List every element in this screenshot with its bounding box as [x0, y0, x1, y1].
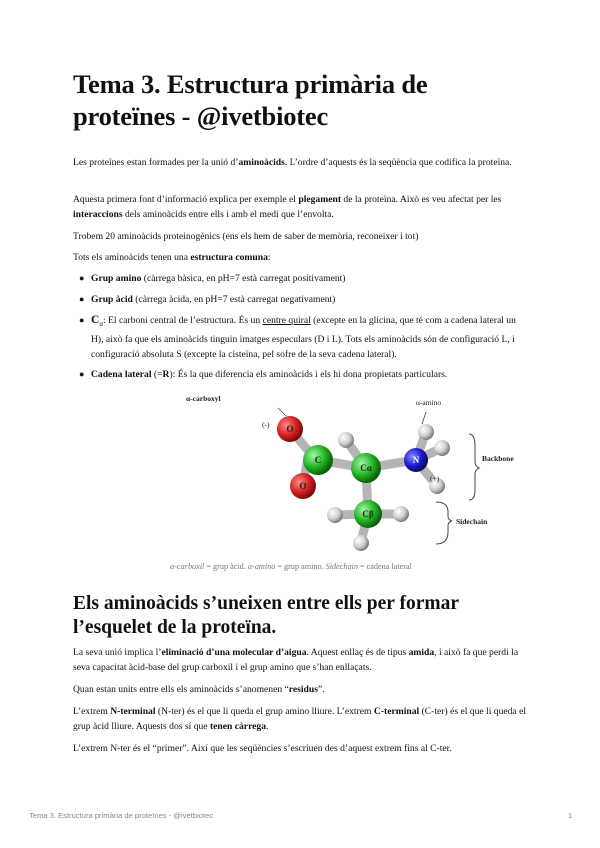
hydrogen-atom	[353, 535, 369, 551]
text: .	[266, 721, 269, 732]
atom-label: C	[314, 455, 322, 465]
caption-term: Sidechain	[325, 562, 358, 571]
calpha-subscript: α	[99, 319, 103, 328]
plus-charge-label: (+)	[430, 474, 440, 483]
intro-paragraph-1	[73, 155, 529, 170]
amino-acid-figure	[186, 394, 514, 559]
text: La seva unió implica l’	[73, 647, 162, 658]
text: (=	[151, 369, 163, 380]
chiral-center-link[interactable]: centre quiral	[262, 315, 311, 326]
text: Aquesta primera font d’informació explica per exemple el	[73, 194, 299, 205]
amino-acid-model	[186, 394, 506, 559]
page-number: 1	[568, 811, 573, 820]
section-paragraph-3	[73, 704, 529, 734]
text: (càrrega àcida, en pH=7 està carregat negativament)	[132, 294, 336, 305]
alpha-carboxyl-label: α-carboxyl	[186, 394, 221, 403]
bold-text: Cadena lateral	[91, 369, 152, 380]
footer-title: Tema 3. Estructura primària de proteïnes - @ivetbiotec	[29, 811, 214, 820]
list-item-amino	[73, 271, 529, 286]
alpha-amino-label: α-amino	[416, 398, 442, 407]
text: . L’ordre d’aquests és la seqüència que codifica la proteïna.	[284, 157, 512, 168]
text: . Aquest enllaç és de tipus	[306, 647, 409, 658]
section-paragraph-2	[73, 682, 529, 697]
atom-label: Cα	[360, 463, 372, 473]
bold-text: Grup amino	[91, 273, 142, 284]
section-paragraph-4: L’extrem N-ter és el “primer”. Així que les seqüències s’escriuen des d’aquest extrem fins al C-ter.	[73, 743, 452, 754]
bold-text: C-terminal	[373, 706, 420, 717]
list-item-calpha	[73, 313, 529, 362]
sidechain-label: Sidechain	[456, 517, 488, 526]
bullet-icon: ●	[79, 369, 85, 379]
text: , i això fa que perdi la seva capacitat àcid-base del grup carboxil i el grup amino que s’han enllaçats.	[73, 647, 519, 673]
hydrogen-atom	[434, 440, 450, 456]
caption-term: α-amino	[247, 562, 276, 571]
text: Tots els aminoàcids tenen una	[73, 252, 191, 263]
backbone-label: Backbone	[482, 454, 514, 463]
leader-line	[422, 412, 426, 424]
bold-text: residus	[288, 684, 318, 695]
backbone-bracket	[469, 434, 479, 500]
bold-text: plegament	[298, 194, 342, 205]
text: = grup àcid.	[204, 562, 248, 571]
text: de la proteïna. Això es veu afectat per les	[341, 194, 502, 205]
bullet-icon: ●	[79, 315, 85, 325]
bold-text: N-terminal	[110, 706, 156, 717]
atom-label: O	[286, 424, 294, 434]
text: (càrrega bàsica, en pH=7 està carregat positivament)	[141, 273, 346, 284]
text: ): És la que diferencia els aminoàcids i els hi dona propietats particulars.	[169, 369, 448, 380]
minus-charge-label: (-)	[262, 420, 270, 429]
text: = grup amino.	[275, 562, 326, 571]
text: (C-ter) és el que li queda el grup àcid lliure. Aquests dos sí que	[73, 706, 527, 732]
text: L’extrem	[73, 706, 111, 717]
list-item-sidechain	[73, 367, 529, 382]
bold-text: interaccions	[73, 209, 123, 220]
page-title: Tema 3. Estructura primària de proteïnes - @ivetbiotec	[73, 69, 428, 131]
intro-paragraph-3: Trobem 20 aminoàcids proteinogènics (ens els hem de saber de memòria, reconeixer i tot)	[73, 231, 419, 242]
text: : El carboni central de l’estructura. És un	[102, 315, 263, 326]
hydrogen-atom	[338, 432, 354, 448]
bullet-icon: ●	[79, 294, 85, 304]
hydrogen-atom	[393, 506, 409, 522]
bold-text: Grup àcid	[91, 294, 133, 305]
atom-label: O	[299, 481, 307, 491]
text: Les proteïnes estan formades per la unió d’	[73, 157, 239, 168]
text: (N-ter) és el que li queda el grup amino lliure. L’extrem	[155, 706, 374, 717]
figure-caption	[170, 562, 412, 571]
calpha-symbol: C	[91, 314, 100, 326]
bullet-icon: ●	[79, 273, 85, 283]
text: Quan estan units entre ells els aminoàcids s’anomenen “	[73, 684, 289, 695]
hydrogen-atom	[418, 424, 434, 440]
leader-line	[278, 408, 286, 416]
atom-label: N	[412, 455, 420, 465]
bold-text: tenen càrrega	[209, 721, 266, 732]
list-item-acid	[73, 292, 529, 307]
atom-label: Cβ	[362, 509, 374, 519]
text: = cadena lateral	[357, 562, 412, 571]
bold-text: R	[162, 369, 170, 380]
intro-paragraph-2	[73, 192, 529, 222]
bold-text: amida	[408, 647, 435, 658]
text: (excepte en la glicina, que té com a cadena lateral un H), això fa que els aminoàcids tinguin imatges especulars (D i L). Tots els aminoàcids són de configuració L, i configuració absoluta S (excepte la cisteïna, pel sofre de la seva cadena lateral).	[91, 315, 516, 360]
text: :	[267, 252, 271, 263]
intro-paragraph-4	[73, 250, 529, 265]
text: dels aminoàcids entre ells i amb el medi que l’envolta.	[122, 209, 334, 220]
bold-text: aminoàcids	[238, 157, 285, 168]
bold-text: eliminació d’una molecular d’aigua	[161, 647, 307, 658]
bold-text: estructura comuna	[190, 252, 268, 263]
text: ”.	[317, 684, 325, 695]
caption-term: α-carboxil	[170, 562, 205, 571]
sidechain-bracket	[436, 502, 452, 544]
hydrogen-atom	[327, 507, 343, 523]
section-heading: Els aminoàcids s’uneixen entre ells per formar l’esquelet de la proteïna.	[73, 593, 459, 638]
section-paragraph-1	[73, 645, 529, 675]
